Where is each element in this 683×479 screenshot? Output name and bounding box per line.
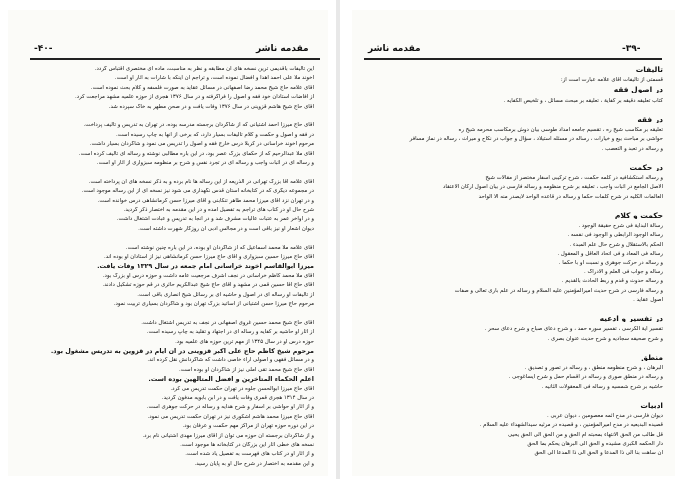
body-line: الاصل الجامع در اثبات واجب ، تعلیقه بر شرح منظومه و رساله فارسی در بیان اصول ارکان الاعتقاد: [443, 184, 663, 191]
body-line: از تألیفات او رساله ای در اصول و حاشیه ای بر رسائل شیخ انصاری باقی است.: [137, 291, 314, 298]
body-line: مرحوم آخوند خراسانی در کربلا درس خارج فقه و اصول را تدریس می نمود و شاگردان بسیار داشت.: [89, 141, 314, 148]
right-page-number: -۳۹-: [622, 44, 641, 54]
body-line: آقای حاج شیخ محمد تقی آملی نیز از شاگردان او بوده است.: [179, 366, 314, 373]
section-heading: تألیفات: [635, 66, 663, 73]
body-line: حوزه درس او در سال ۱۳۴۵ از مهم ترین حوزه های علمیه بود.: [175, 338, 314, 345]
section-heading: حکمت و کلام: [614, 212, 663, 219]
body-line: البرهان ، و شرح منظومه منطق ، و رساله در تصور و تصدیق .: [524, 365, 663, 372]
body-line: و رساله فارسی در شرح حدیث امیرالمؤمنین علیه السلام و رساله در علم باری تعالی و صفات: [454, 287, 663, 294]
body-line: ان ساهت بنا الی ذا المدعا و الحق الی ذا المدعا الی الحق: [534, 450, 663, 456]
body-line: و رساله در تعبد و التعصب .: [601, 145, 663, 152]
body-line: رساله فی المعاد و فی اتحاد العاقل و المعقول .: [557, 250, 663, 257]
body-line: آخوند ملا علی احمد اهدا و افضال نموده است، و تراجم آن اینکه با شارات به آثار او است.: [114, 75, 314, 82]
body-line: دار الحکمه الکبری مشیده و الحق الی البرهان یحکم بما الحق: [527, 440, 663, 447]
body-line: آقای حاج آقا حسین قمی در مشهد و آقای حاج شیخ عبدالکریم حائری در قم حوزه تشکیل دادند.: [102, 282, 314, 289]
body-line: و در مسائل فقهی و اصولی آراء خاصی داشت که شاگردانش نقل کرده اند.: [147, 357, 314, 364]
body-line: و در تهران نزد آقای میرزا محمد طاهر تنکابنی و آقای میرزا حسن کرمانشاهی درس خوانده است.: [97, 197, 314, 204]
right-header-title: مقدمه ناشر: [368, 44, 421, 54]
section-heading: منطق: [641, 354, 663, 361]
body-line: شرح حال او در کتاب های تراجم به تفصیل آمده و در این مقدمه به اختصار ذکر گردید.: [123, 207, 314, 213]
body-line: حواشی بر مباحث بیع و خیارات ، رساله در مسئله استیلاد ، سؤال و جواب در نکاح و میراث ، رساله در نماز مسافر: [409, 136, 663, 143]
body-line: میرزا ابوالقاسم آخوند خراسانی امام جمعه در سال ۱۳۲۹ وفات یافت.: [97, 263, 314, 271]
book-gutter: [336, 0, 340, 479]
body-line: آقای حاج میرزا حسین سبزواری و آقای حاج میرزا حسن کرمانشاهی نیز از استادان او بوده اند.: [104, 254, 314, 260]
body-line: دیوان اشعار او نیز باقی است و در مجالس ادبی آن روزگار شهرت داشته است.: [138, 225, 314, 232]
body-line: در سال ۱۳۱۴ هجری قمری وفات یافت و در ابن بابویه مدفون گردید.: [161, 395, 314, 401]
body-line: آقای حاج میرزا احمد آشتیانی که از شاگردان برجسته مدرسه بوده، در تهران به تدریس و تألیف پرداخت.: [83, 122, 314, 129]
body-line: از آثار او حاشیه بر کفایه و رساله ای در اجتهاد و تقلید به چاپ رسیده است.: [146, 329, 314, 336]
body-line: و رساله حدوث و قدم و ربط الحادث بالقدیم .: [561, 278, 663, 285]
body-line: و رساله استکشافیه در کلمه حکمت ، شرح ترکیبی اسفار مختصر از مقالات شیخ: [485, 175, 663, 182]
body-line: آقای حاج شیخ محمد حسین غروی اصفهانی در نجف به تدریس اشتغال داشت.: [141, 319, 314, 326]
body-line: قصیده البدیعیه در مدح امیرالمؤمنین ، و قصیده در مرثیه سیدالشهداء علیه السلام .: [479, 422, 663, 429]
body-line: دیوان فارسی در مدح ائمه معصومین ، دیوان عربی .: [547, 413, 663, 420]
body-line: و رساله در حرکت جوهری و نسبت او با حکما .: [558, 260, 663, 266]
body-line: و شرح صحیفه سجادیه و شرح حدیث عنوان بصری .: [547, 335, 663, 342]
section-heading: در فقه: [637, 116, 663, 123]
body-line: و در اواخر عمر به عتبات عالیات مشرف شد و در آنجا به تدریس و عبادت اشتغال داشت.: [116, 216, 314, 223]
body-line: مرحوم شیخ کاظم حاج علی اکبر قزوینی در آن ایام در قزوین به تدریس مشغول بود.: [50, 348, 314, 355]
right-header-rule: [364, 58, 662, 60]
body-line: آقای علامه ملا محمد اسماعیل که از شاگردان او بوده، در این باره چنین نوشته است.: [125, 244, 314, 251]
left-page-number: -۴۰-: [34, 44, 53, 54]
body-line: و این مقدمه به اختصار در شرح حال او به پایان رسید.: [194, 460, 314, 467]
body-line: در مجموعه دیگری که در کتابخانه آستان قدس نگهداری می شود نیز نسخه ای از این رساله موجود است.: [81, 188, 314, 195]
body-line: آقای حاج میرزا ابوالحسن جلوه در تهران حکمت تدریس می کرد.: [170, 385, 314, 392]
body-line: و از آثار او در کتاب های فهرست به تفصیل یاد شده است.: [185, 451, 314, 458]
body-line: و از شاگردان برجسته آن حوزه می توان از آقای میرزا مهدی آشتیانی نام برد.: [142, 432, 314, 439]
body-line: مرحوم حاج میرزا حسن آشتیانی از اساتید بزرگ تهران بود و شاگردان بسیاری تربیت نمود.: [113, 301, 314, 307]
left-header-rule: [30, 58, 320, 60]
body-line: العالمات الکلیه در شرح کلمات حکما و رساله در قاعده الواحد لایصدر منه الا الواحد: [478, 193, 663, 200]
body-line: تفسیر آیة الکرسی ، تفسیر سوره حمد ، و شرح دعای صباح و شرح دعای سحر .: [484, 326, 663, 333]
body-line: اعلم الحکماء المتاخرین و افضل المتألهین بوده است.: [148, 376, 314, 384]
body-line: الحکم بالاستقلال و شرح حال علم المبدء .: [569, 241, 663, 248]
left-header-title: مقدمه ناشر: [256, 44, 309, 54]
body-line: آقای حاج شیخ هاشم قزوینی در سال ۱۳۷۶ وفات یافت و در صحن مطهر به خاک سپرده شد.: [108, 103, 314, 110]
body-line: و رساله ای در اثبات واجب و رساله ای در تجرد نفس و شرح بر منظومه سبزواری از آثار او است.: [96, 160, 314, 166]
body-line: رساله الوجود الرابطی و الوجود فی نفسه .: [567, 232, 663, 239]
body-line: تعلیقه بر مکاسب شیخ ره ، تقسیم جامعه امداد طوسی بیان دوش برمکاسب محرمه شیخ ره: [458, 127, 663, 134]
body-line: و رساله در منطق صوری و رساله در اقسام حمل و شرح ایساغوجی .: [508, 374, 663, 381]
section-heading: ادبیات: [640, 402, 663, 409]
body-line: و از آثار او حواشی بر اسفار و شرح هدایه و رساله در حرکت جوهری است.: [146, 404, 314, 411]
body-line: قل طالب من الحق الانتهاء بمحبته ام الحق و من الحق الی الحق یحیی: [507, 431, 663, 438]
body-line: آقای علامه حاج شیخ محمد رضا اصفهانی در مسائل عقاید به صورت فلسفه و کلام بحث نموده است.: [90, 84, 314, 91]
body-line: رسالة البدایة فی شرح حقیقة الوجود .: [578, 223, 663, 230]
body-line: آقای علامه آقا بزرگ تهرانی در الذریعه از این رساله ها نام برده و به ذکر نسخه های آن پرداخته است.: [88, 178, 314, 185]
body-line: در فقه و اصول و حکمت و کلام تألیفات بسیار دارد، که برخی از آنها به چاپ رسیده است.: [116, 131, 314, 138]
body-line: این تألیفات باقدیمی ترین نسخه های آن مطابقه و نظر به مناسبت، ماده ای مختصری اقتباس گردد.: [94, 66, 314, 72]
section-heading: در حکمت: [629, 164, 663, 171]
body-line: آقای ملا عبدالرحیم که از حکمای بزرگ عصر بود، در این باره مطالبی نوشته و رساله ای تألیف کرده است.: [78, 150, 314, 157]
body-line: قسمتی از تألیفات آقای علامه عبارت است از:: [560, 77, 663, 84]
section-heading: در اصول فقه: [613, 86, 663, 94]
body-line: حاشیه بر شرح شمسیه و رساله فی المعقولات الثانیه .: [541, 383, 663, 390]
body-line: در این دوره حوزه تهران از مراکز مهم حکمت و عرفان بود.: [182, 423, 314, 430]
body-line: آقای حاج میرزا محمد هاشم اشکوری نیز در تهران حکمت تدریس می نمود.: [147, 413, 314, 420]
right-page: [352, 10, 675, 476]
body-line: آقای ملا محمد کاظم خراسانی در نجف اشرف مرجعیت عامه داشت و حوزه درس او بزرگ بود.: [102, 272, 314, 279]
left-page: [8, 10, 328, 476]
body-line: نسخه های خطی آثار این بزرگان در کتابخانه ها موجود است.: [180, 442, 314, 448]
body-line: رساله و جواب فی العلم و الادراک .: [584, 269, 663, 276]
section-heading: در تفسیر و ادعیه: [599, 315, 663, 323]
body-line: کتاب تعلیقه دقیقه بر کفایة ، تعلیقه بر مبحث مسائل ، و تلخیص الکفایه .: [503, 97, 663, 104]
body-line: اصول عقاید .: [633, 296, 663, 303]
body-line: از افاضات استادان خود فقه و اصول را فراگرفته و در سال ۱۳۷۶ هجری از حوزه علمیه مشهد مراجعت کرد.: [74, 94, 314, 101]
